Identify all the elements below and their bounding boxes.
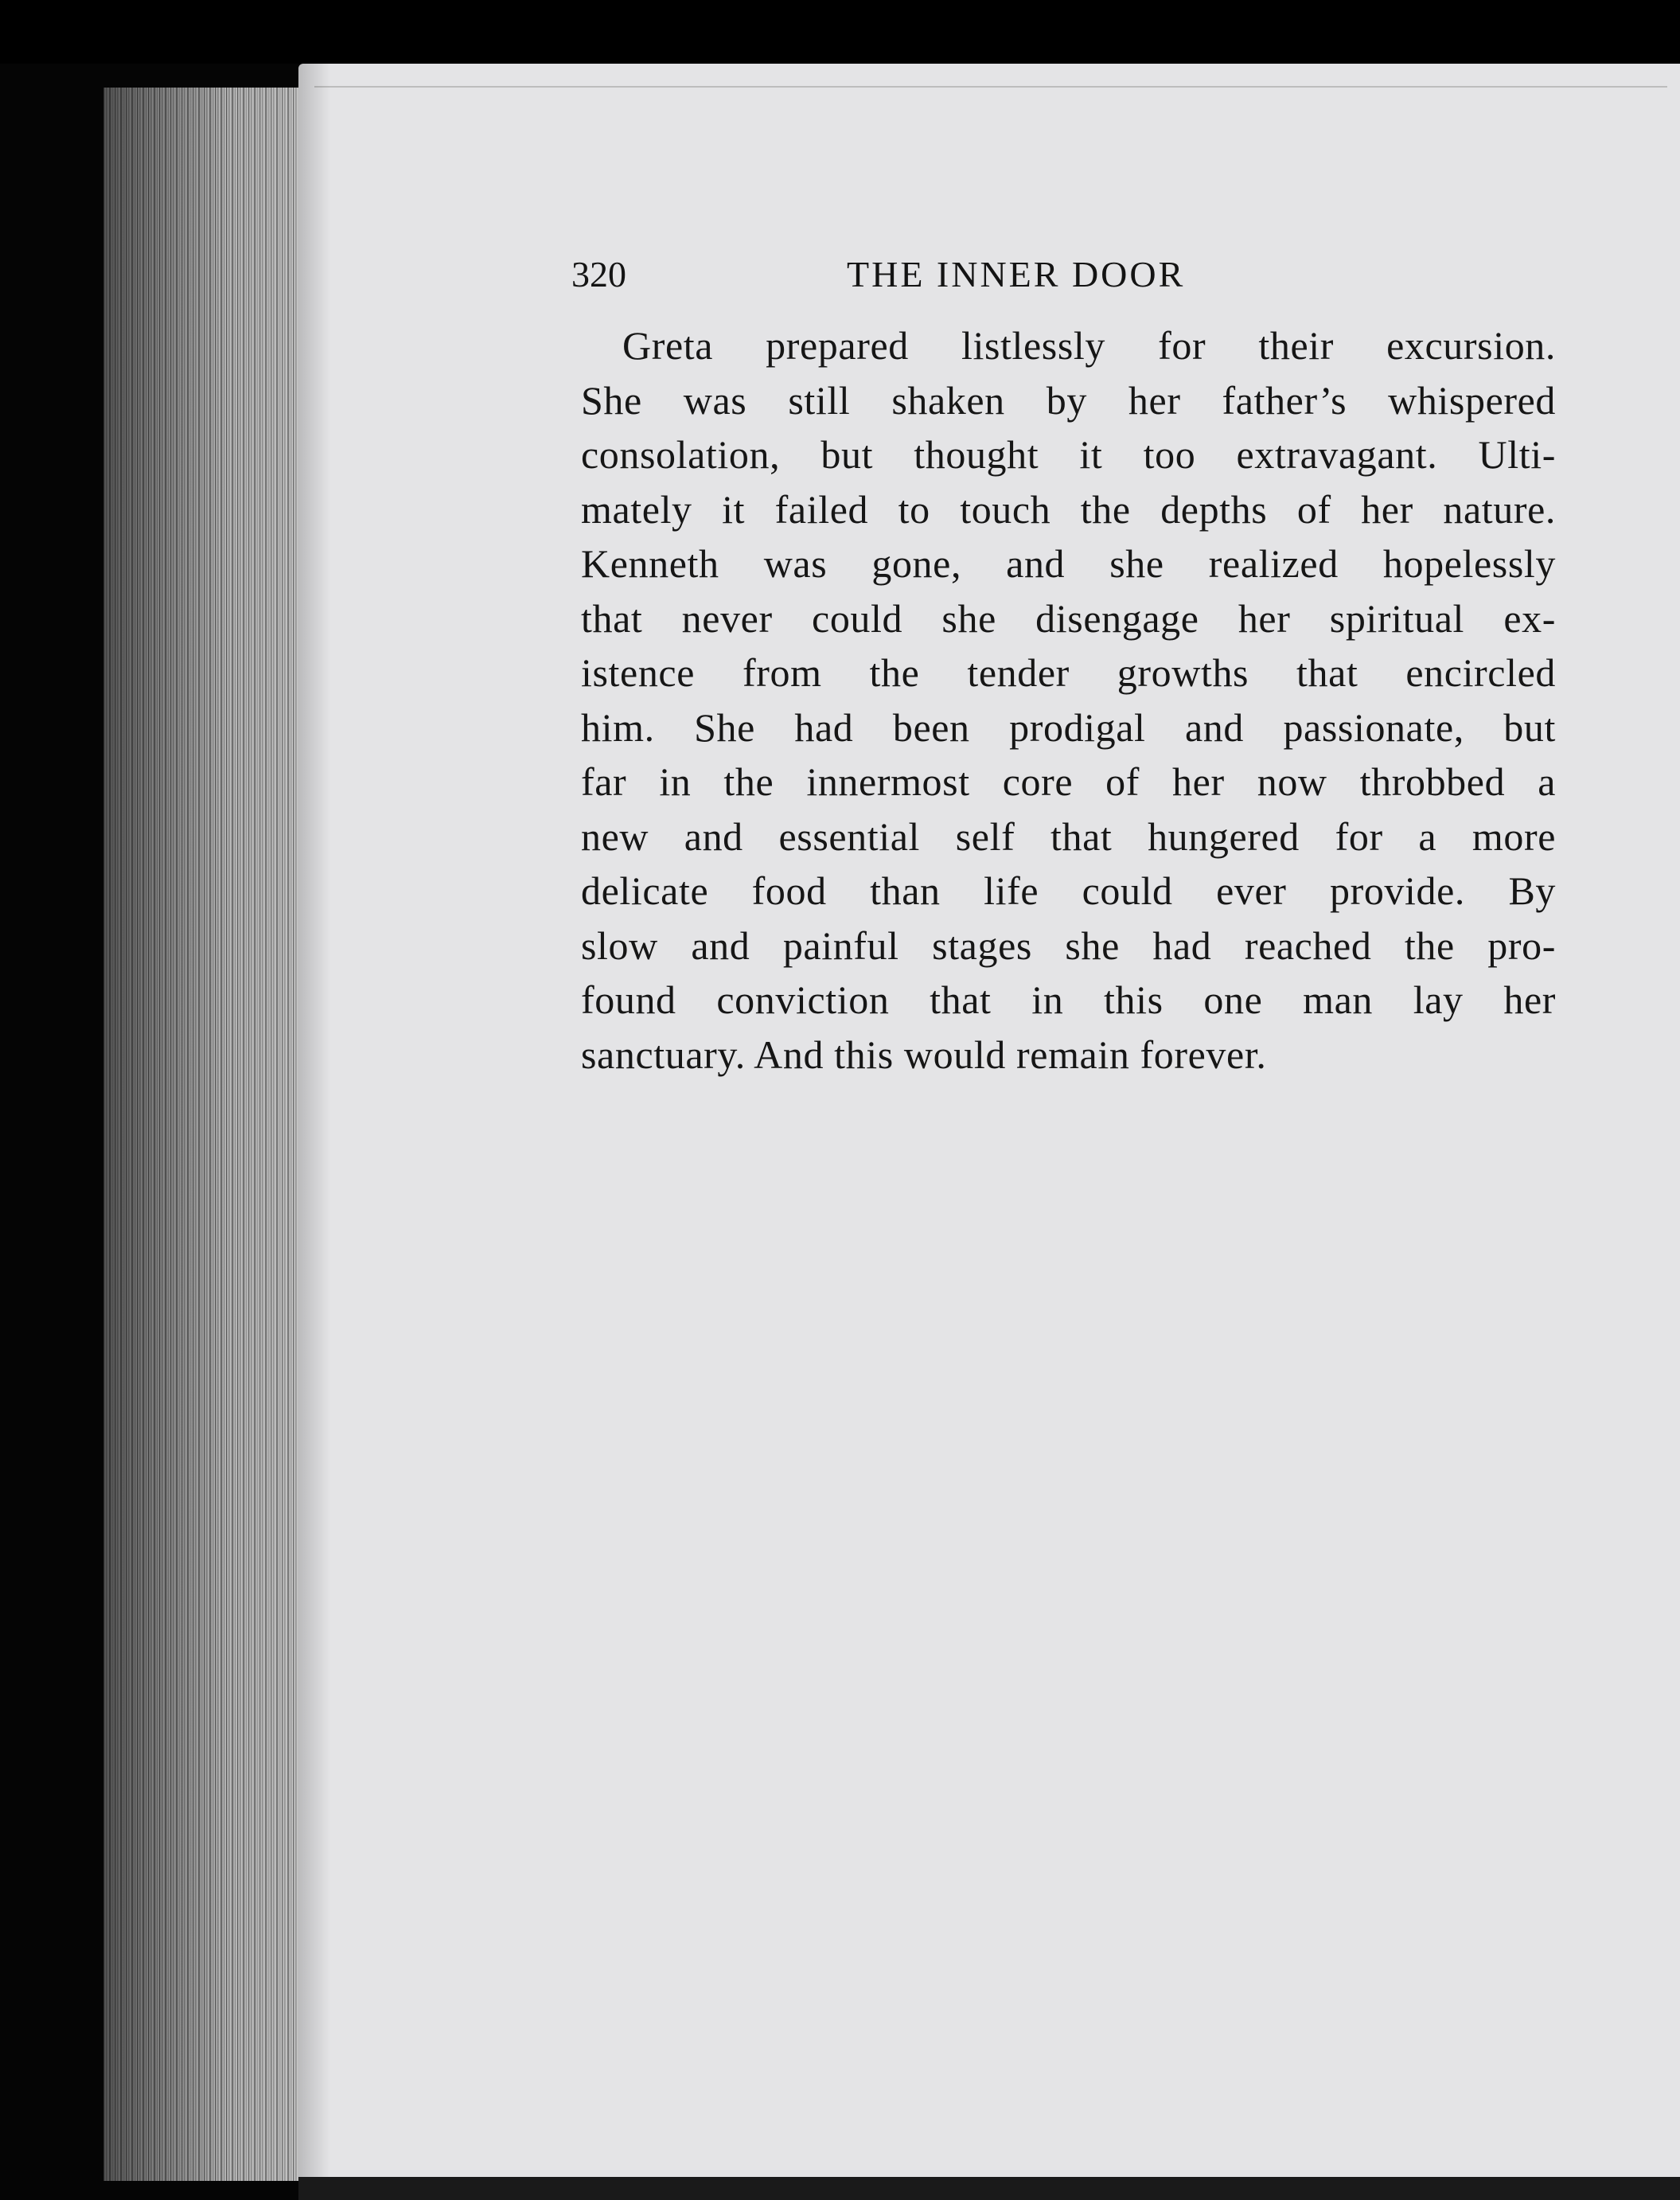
text-line: him. She had been prodigal and passionate, but	[581, 704, 1556, 750]
page-number: 320	[571, 254, 626, 295]
scan-top-margin	[0, 0, 1680, 64]
page-edges	[103, 88, 314, 2181]
page-top-edge	[314, 86, 1667, 88]
text-line: consolation, but thought it too extravagant. Ulti-	[581, 432, 1556, 477]
text-line: that never could she disengage her spiritual ex-	[581, 595, 1556, 641]
scan-bottom-margin	[298, 2177, 1680, 2200]
spine-shadow	[298, 64, 330, 2193]
text-line: sanctuary. And this would remain forever.	[581, 1032, 1267, 1077]
text-line: She was still shaken by her father’s whispered	[581, 377, 1556, 423]
body-paragraph	[581, 318, 1556, 1082]
text-line: Kenneth was gone, and she realized hopelessly	[581, 541, 1556, 586]
text-line: mately it failed to touch the depths of her nature.	[581, 486, 1556, 532]
running-title: THE INNER DOOR	[847, 254, 1186, 295]
text-line: new and essential self that hungered for a more	[581, 813, 1556, 859]
text-line: slow and painful stages she had reached the pro-	[581, 923, 1556, 968]
text-line: delicate food than life could ever provide. By	[581, 868, 1556, 913]
running-head	[571, 253, 1542, 301]
text-line: Greta prepared listlessly for their excursion.	[622, 323, 1556, 368]
text-line: found conviction that in this one man lay her	[581, 977, 1556, 1022]
text-line: istence from the tender growths that encircled	[581, 650, 1556, 695]
text-line: far in the innermost core of her now throbbed a	[581, 759, 1556, 804]
